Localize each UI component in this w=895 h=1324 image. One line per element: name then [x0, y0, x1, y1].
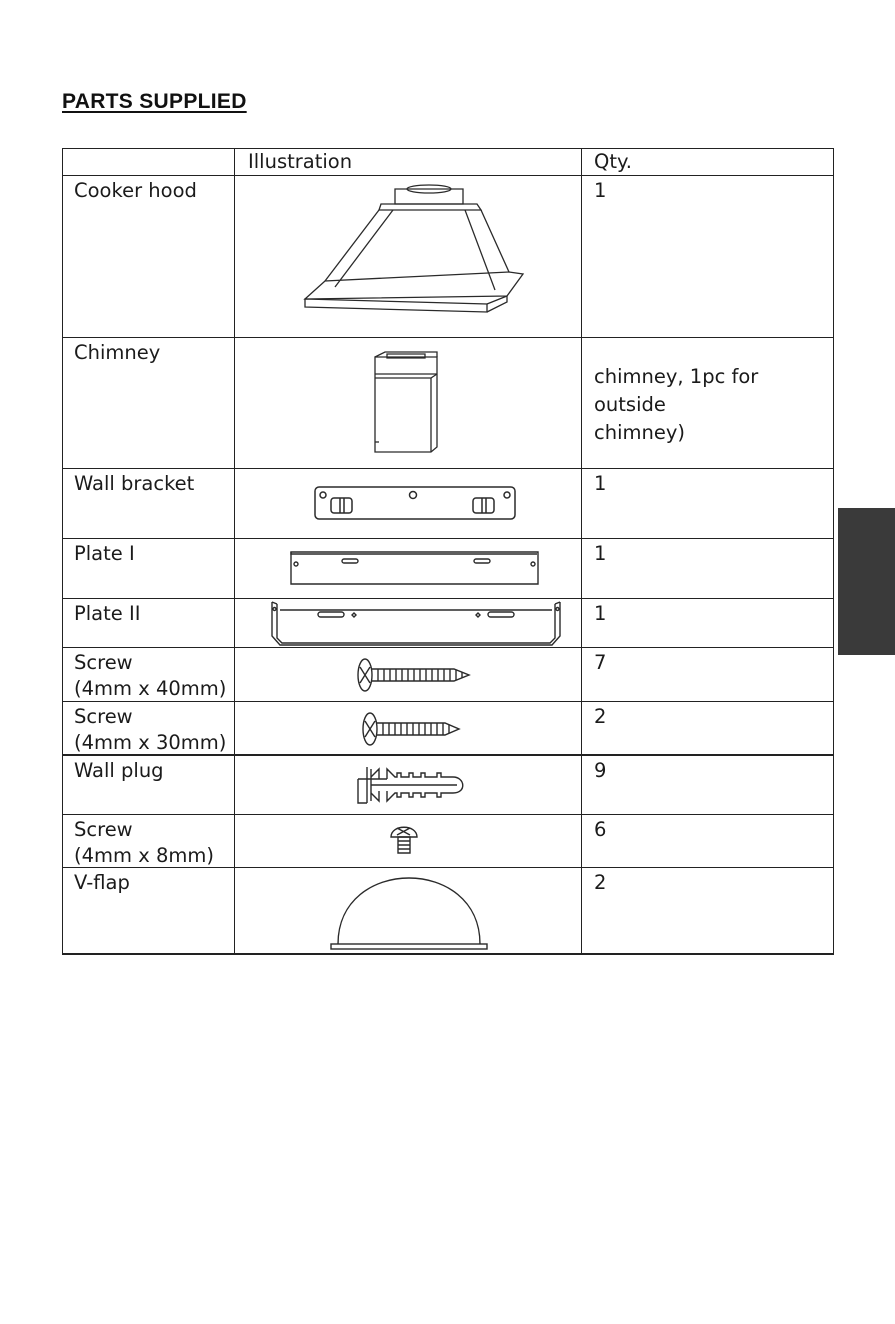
part-cell — [63, 648, 235, 701]
part-cell — [63, 756, 235, 814]
part-name: V-flap — [74, 871, 130, 894]
part-name: Plate II — [74, 602, 141, 625]
qty-value: chimney, 1pc for outside chimney) — [594, 365, 759, 444]
illustration-cell — [235, 176, 582, 337]
table-header-row — [62, 148, 834, 175]
part-cell — [63, 539, 235, 598]
qty-cell — [582, 599, 833, 647]
medium-screw-icon — [361, 711, 461, 747]
part-name: Chimney — [74, 341, 161, 364]
part-name: Screw (4mm x 30mm) — [74, 705, 227, 754]
illustration-cell — [235, 756, 582, 814]
table-row — [62, 468, 834, 538]
plate-ii-icon — [270, 600, 562, 646]
wall-plug-icon — [357, 765, 469, 805]
header-qty-cell — [582, 149, 833, 175]
part-cell — [63, 469, 235, 538]
table-row — [62, 175, 834, 337]
part-cell — [63, 702, 235, 754]
part-name: Wall plug — [74, 759, 164, 782]
section-side-tab — [838, 508, 895, 655]
parts-table — [62, 148, 834, 955]
header-part — [63, 149, 235, 175]
qty-value: 2 — [594, 705, 607, 728]
table-row — [62, 647, 834, 701]
part-cell — [63, 868, 235, 953]
qty-value: 9 — [594, 759, 607, 782]
part-name: Screw (4mm x 8mm) — [74, 818, 214, 867]
part-cell — [63, 338, 235, 468]
qty-value: 1 — [594, 602, 607, 625]
part-cell — [63, 176, 235, 337]
chimney-icon — [365, 352, 445, 457]
illustration-cell — [235, 599, 582, 647]
wall-bracket-icon — [314, 486, 516, 520]
qty-cell — [582, 702, 833, 754]
qty-value: 1 — [594, 542, 607, 565]
illustration-cell — [235, 868, 582, 953]
part-cell — [63, 599, 235, 647]
long-screw-icon — [356, 657, 471, 693]
illustration-cell — [235, 469, 582, 538]
short-screw-icon — [389, 823, 419, 857]
illustration-cell — [235, 539, 582, 598]
qty-cell — [582, 176, 833, 337]
qty-cell — [582, 648, 833, 701]
illustration-cell — [235, 648, 582, 701]
part-cell — [63, 815, 235, 867]
qty-value: 1 — [594, 179, 607, 202]
table-row — [62, 754, 834, 814]
table-row — [62, 598, 834, 647]
cooker-hood-icon — [295, 184, 525, 319]
v-flap-icon — [329, 874, 489, 950]
table-row — [62, 867, 834, 955]
part-name: Screw (4mm x 40mm) — [74, 651, 227, 700]
qty-value: 7 — [594, 651, 607, 674]
qty-cell — [582, 469, 833, 538]
plate-i-icon — [290, 551, 540, 585]
illustration-cell — [235, 702, 582, 754]
illustration-cell — [235, 815, 582, 867]
qty-value: 2 — [594, 871, 607, 894]
table-row — [62, 538, 834, 598]
part-name: Plate I — [74, 542, 135, 565]
qty-cell — [582, 815, 833, 867]
page-title: PARTS SUPPLIED — [62, 90, 247, 113]
qty-value: 1 — [594, 472, 607, 495]
table-row — [62, 701, 834, 754]
qty-cell — [582, 539, 833, 598]
qty-value: 6 — [594, 818, 607, 841]
header-illustration: Illustration — [248, 150, 353, 173]
qty-cell — [582, 338, 833, 468]
header-illustration-cell — [235, 149, 582, 175]
table-row — [62, 337, 834, 468]
part-name: Cooker hood — [74, 179, 197, 202]
table-row — [62, 814, 834, 867]
part-name: Wall bracket — [74, 472, 195, 495]
illustration-cell — [235, 338, 582, 468]
qty-cell — [582, 868, 833, 953]
header-qty: Qty. — [594, 150, 632, 173]
qty-cell — [582, 756, 833, 814]
